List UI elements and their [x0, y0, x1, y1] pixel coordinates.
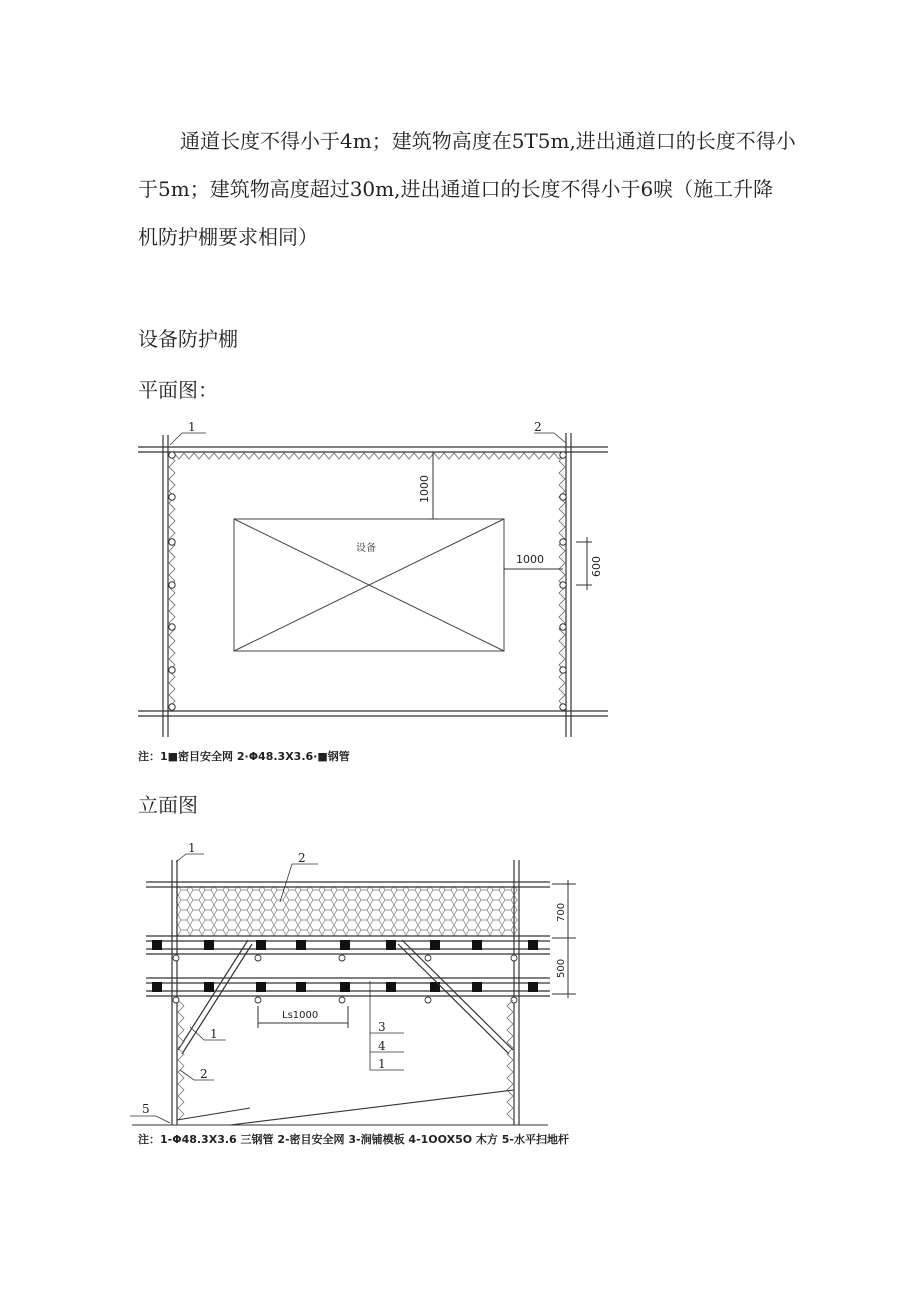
equipment-rectangle	[234, 519, 504, 651]
dim-side-label: 600	[590, 556, 603, 577]
dim-500-label: 500	[556, 958, 567, 978]
paragraph-line-1: 通道长度不得小于4m；建筑物高度在5T5m,进出通道口的长度不得小	[180, 129, 796, 153]
elev-label-1-top: 1	[188, 841, 196, 855]
elev-label-5: 5	[142, 1102, 150, 1116]
paragraph-line-3: 机防护棚要求相同）	[138, 225, 318, 249]
plan-label-1: 1	[188, 420, 196, 434]
elevation-note: 注：1-Φ48.3X3.6 三钢管 2-密目安全网 3-涧铺模板 4-1OOX5O 木方 5-水平扫地杆	[138, 1133, 569, 1146]
elevation-upper-deck	[146, 936, 550, 961]
elevation-sweep-rail	[132, 1090, 548, 1125]
paragraph-line-2: 于5m；建筑物高度超过30m,进出通道口的长度不得小于6唳（施工升降	[138, 177, 774, 201]
plan-view-drawing	[130, 415, 620, 745]
elevation-right-net	[507, 1000, 513, 1120]
dim-top-label: 1000	[418, 475, 431, 503]
elevation-braces	[178, 940, 513, 1054]
span-label: Ls1000	[282, 1010, 319, 1021]
elevation-view-drawing	[130, 840, 580, 1130]
plan-label-2: 2	[534, 420, 542, 434]
elev-label-2-top: 2	[298, 851, 306, 865]
leader-label-1: 1	[378, 1057, 386, 1071]
elevation-heading: 立面图	[138, 793, 198, 817]
leader-label-4: 4	[378, 1039, 386, 1053]
elevation-left-net	[178, 1000, 184, 1120]
elevation-net-panel	[176, 886, 518, 936]
elevation-lower-deck	[146, 978, 550, 1003]
dim-right-label: 1000	[516, 553, 544, 566]
height-dimensions	[552, 880, 576, 998]
plan-note: 注：1■密目安全网 2·Φ48.3X3.6·■钢管	[138, 750, 350, 763]
plan-top-net	[174, 453, 564, 459]
section-title: 设备防护棚	[138, 327, 238, 351]
leader-label-3: 3	[378, 1020, 386, 1034]
equipment-label: 设备	[356, 543, 376, 554]
dim-700-label: 700	[556, 902, 567, 922]
elev-label-1-low: 1	[210, 1027, 218, 1041]
elev-label-2-low: 2	[200, 1067, 208, 1081]
plan-heading: 平面图：	[138, 378, 218, 402]
